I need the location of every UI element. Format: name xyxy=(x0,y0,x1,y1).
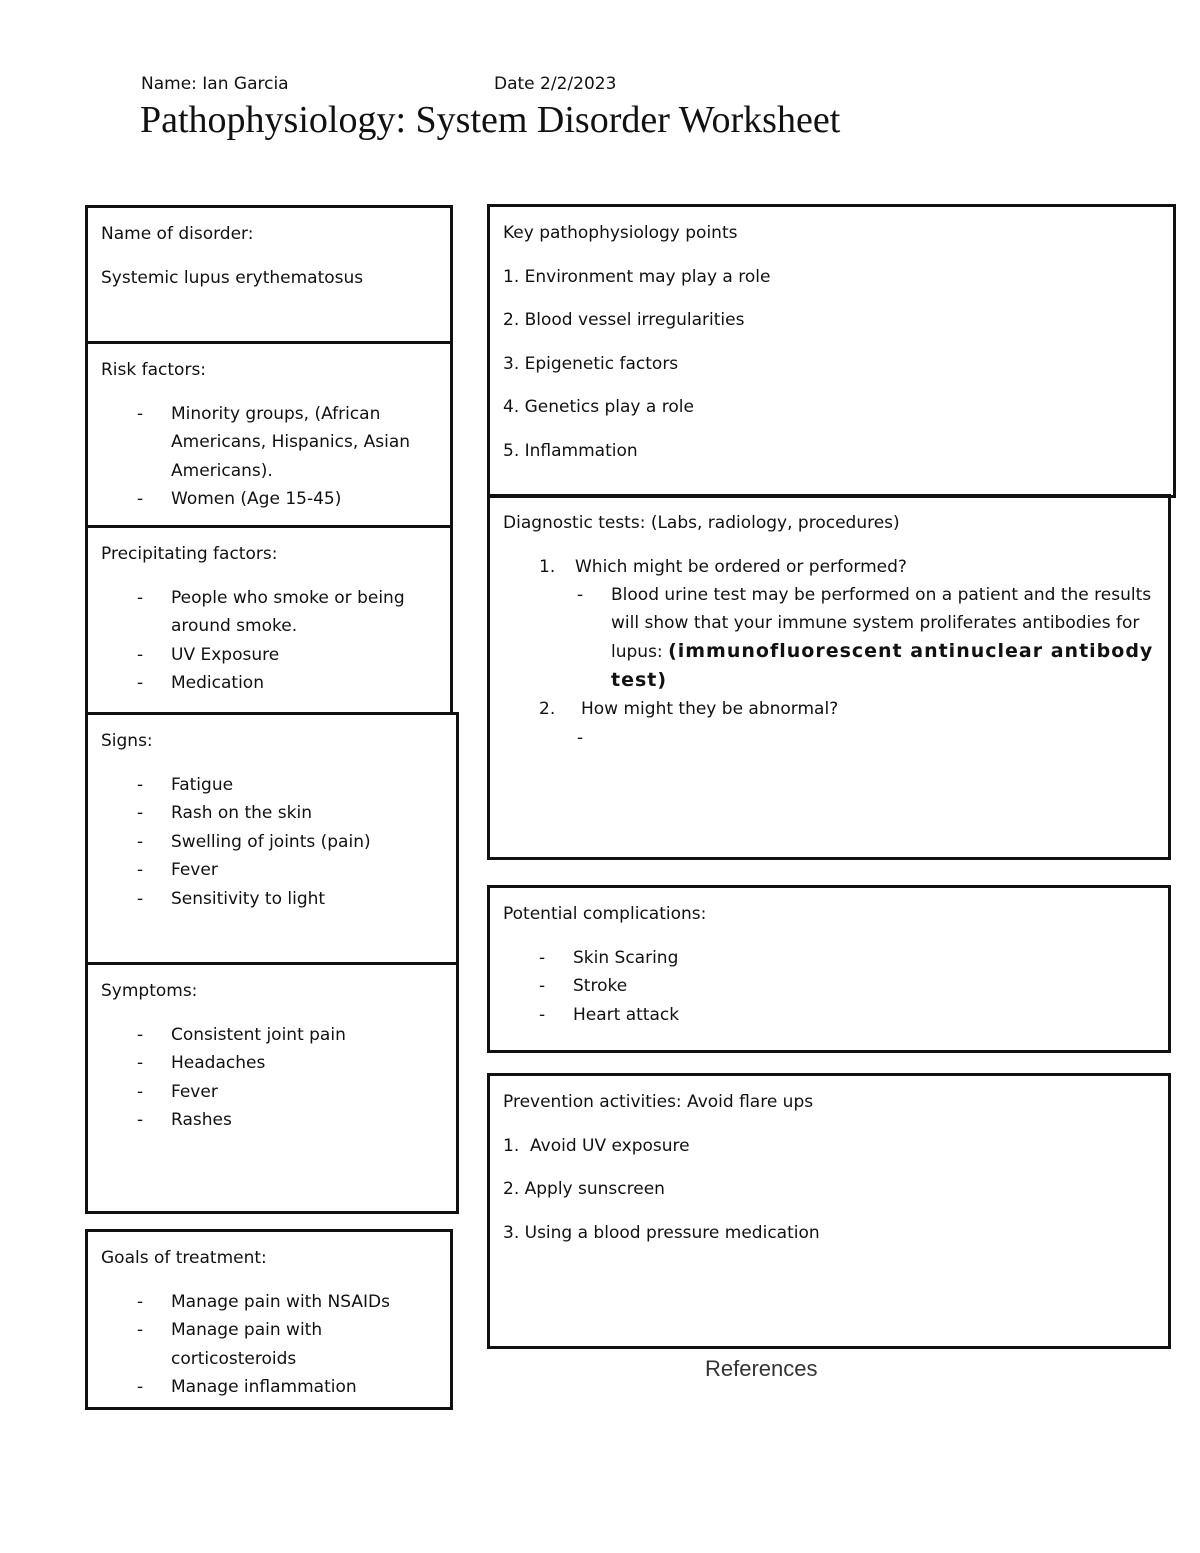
precipitating-factors-label: Precipitating factors: xyxy=(101,544,278,564)
complication-item: - Heart attack xyxy=(503,1001,1154,1030)
risk-factors-box xyxy=(85,341,453,528)
goals-box xyxy=(85,1229,453,1410)
complications-label: Potential complications: xyxy=(503,904,707,924)
signs-label: Signs: xyxy=(101,731,153,751)
prevention-box xyxy=(487,1073,1171,1349)
symptom-item: - Rashes xyxy=(101,1106,442,1135)
goal-item: - Manage pain with NSAIDs xyxy=(101,1288,436,1317)
sign-item: - Fever xyxy=(101,856,442,885)
references-label: References xyxy=(705,1356,818,1381)
complications-box xyxy=(487,885,1171,1053)
goal-item: - Manage pain with corticosteroids xyxy=(101,1316,436,1373)
symptom-item: - Headaches xyxy=(101,1049,442,1078)
key-points-label: Key pathophysiology points xyxy=(503,223,738,243)
disorder-box xyxy=(85,205,453,344)
diagnostic-question-1 xyxy=(503,553,1154,696)
sign-item: - Sensitivity to light xyxy=(101,885,442,914)
risk-factor-item: - Minority groups, (African Americans, Hispanics, Asian Americans). xyxy=(101,400,436,486)
precipitating-factors-box xyxy=(85,525,453,715)
question-number: 1. xyxy=(539,556,556,577)
prevention-label: Prevention activities: Avoid flare ups xyxy=(503,1092,814,1112)
risk-factor-item: - Women (Age 15-45) xyxy=(101,485,436,514)
student-name: Name: Ian Garcia xyxy=(141,74,289,94)
diagnostic-answer-2 xyxy=(575,724,1154,752)
precipitating-factor-item: - People who smoke or being around smoke. xyxy=(101,584,436,641)
goal-item: - Manage inflammation xyxy=(101,1373,436,1402)
sign-item: - Swelling of joints (pain) xyxy=(101,828,442,857)
complication-item: - Skin Scaring xyxy=(503,944,1154,973)
key-point-item: 4. Genetics play a role xyxy=(503,397,694,417)
question-text: Which might be ordered or performed? xyxy=(575,556,907,577)
sign-item: - Rash on the skin xyxy=(101,799,442,828)
disorder-label: Name of disorder: xyxy=(101,224,254,244)
diagnostic-question-2 xyxy=(503,695,1154,752)
prevention-item: 1. Avoid UV exposure xyxy=(503,1135,690,1156)
question-text: How might they be abnormal? xyxy=(581,699,839,719)
goals-label: Goals of treatment: xyxy=(101,1248,267,1268)
key-points-box xyxy=(487,204,1176,498)
precipitating-factor-item: - Medication xyxy=(101,669,436,698)
symptom-item: - Consistent joint pain xyxy=(101,1021,442,1050)
key-point-item: 2. Blood vessel irregularities xyxy=(503,310,745,330)
key-point-item: 3. Epigenetic factors xyxy=(503,353,679,374)
sign-item: - Fatigue xyxy=(101,771,442,800)
complication-item: - Stroke xyxy=(503,972,1154,1001)
risk-factors-label: Risk factors: xyxy=(101,360,207,380)
prevention-item: 2. Apply sunscreen xyxy=(503,1179,665,1199)
answer-text: Blood urine test may be performed on a patient and the results will show that your immune system proliferates antibodies for lupus: xyxy=(611,585,1152,662)
precipitating-factor-item: - UV Exposure xyxy=(101,641,436,670)
symptoms-label: Symptoms: xyxy=(101,981,198,1001)
signs-box xyxy=(85,712,459,965)
key-point-item: 1. Environment may play a role xyxy=(503,266,771,287)
answer-emphasis: (immunofluorescent antinuclear antibody test) xyxy=(611,640,1154,691)
diagnostic-label: Diagnostic tests: (Labs, radiology, procedures) xyxy=(503,513,900,533)
key-point-item: 5. Inflammation xyxy=(503,440,638,461)
disorder-value: Systemic lupus erythematosus xyxy=(101,267,364,288)
question-number: 2. xyxy=(539,699,556,719)
diagnostic-box xyxy=(487,494,1171,860)
date: Date 2/2/2023 xyxy=(494,74,617,94)
symptoms-box xyxy=(85,962,459,1214)
diagnostic-answer-1 xyxy=(575,581,1154,695)
prevention-item: 3. Using a blood pressure medication xyxy=(503,1222,820,1243)
page-title: Pathophysiology: System Disorder Worksheet xyxy=(140,99,841,141)
symptom-item: - Fever xyxy=(101,1078,442,1107)
